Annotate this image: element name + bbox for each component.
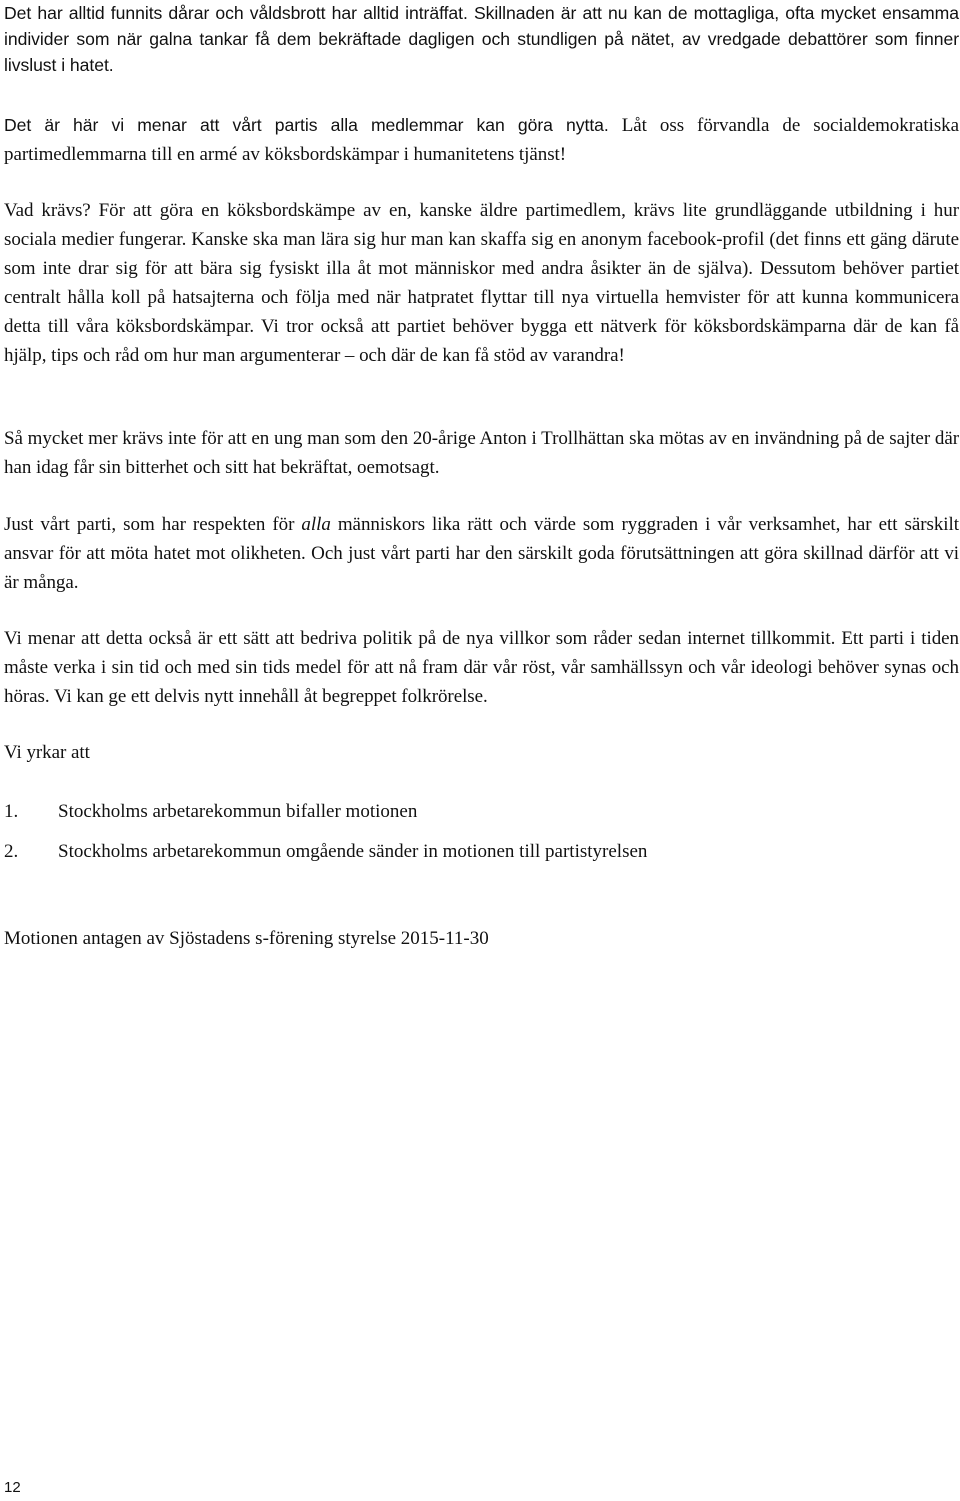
demands-list: [4, 797, 959, 877]
paragraph-2: [4, 111, 959, 169]
paragraph-3: Vad krävs? För att göra en köksbordskämpe av en, kanske äldre partimedlem, krävs lite grundläggande utbildning i hur sociala medier fungerar. Kanske ska man lära sig hur man kan skaffa sig en anonym facebook-profil (det finns ett gäng därute som inte drar sig för att bära sig fysiskt illa åt mot människor med andra åsikter än de själva). Dessutom behöver partiet centralt hålla koll på hatsajterna och följa med när hatpratet flyttar till nya virtuella hemvister för att kunna kommunicera detta till våra köksbordskämpar. Vi tror också att partiet behöver bygga ett nätverk för köksbordskämparna där de kan få hjälp, tips och råd om hur man argumenterar – och där de kan få stöd av varandra!: [4, 200, 959, 366]
demand-text: Stockholms arbetarekommun bifaller motionen: [58, 801, 418, 822]
paragraph-5-emphasis: alla: [301, 514, 331, 535]
demand-number: 2.: [4, 841, 19, 862]
paragraph-4: Så mycket mer krävs inte för att en ung man som den 20-årige Anton i Trollhättan ska mötas av en invändning på de sajter där han idag får sin bitterhet och sitt hat bekräftat, oemotsagt.: [4, 428, 959, 478]
paragraph-2-serif-text: Låt oss förvandla de socialdemokratiska partimedlemmarna till en armé av köksbordskämpar i humanitetens tjänst!: [4, 115, 960, 165]
paragraph-5-after: människors lika rätt och värde som ryggraden i vår verksamhet, har ett särskilt ansvar för att möta hatet mot olikheten. Och just vårt parti har den särskilt goda förutsättningen att göra skillnad därför att vi är många.: [4, 514, 959, 593]
closing-statement: Motionen antagen av Sjöstadens s-förening styrelse 2015-11-30: [4, 928, 489, 949]
demand-number: 1.: [4, 801, 19, 822]
paragraph-2-sans-text: Det är här vi menar att vårt partis alla medlemmar kan göra nytta.: [4, 115, 609, 135]
demand-item: [4, 837, 959, 877]
demand-item: [4, 797, 959, 837]
page-number: 12: [4, 1479, 21, 1496]
intro-paragraph: Det har alltid funnits dårar och våldsbrott har alltid inträffat. Skillnaden är att nu kan de mottagliga, ofta mycket ensamma individer som när galna tankar få dem bekräftade dagligen och stundligen på nätet, av vredgade debattörer som finner livslust i hatet.: [4, 3, 959, 75]
demand-intro: Vi yrkar att: [4, 742, 90, 763]
paragraph-5-before: Just vårt parti, som har respekten för: [4, 514, 302, 535]
paragraph-6: Vi menar att detta också är ett sätt att bedriva politik på de nya villkor som råder sedan internet tillkommit. Ett parti i tiden måste verka i sin tid och med sin tids medel för att nå fram där vår röst, vår samhällssyn och vår ideologi behöver synas och höras. Vi kan ge ett delvis nytt innehåll åt begreppet folkrörelse.: [4, 628, 959, 707]
paragraph-5: [4, 510, 959, 597]
demand-text: Stockholms arbetarekommun omgående sänder in motionen till partistyrelsen: [58, 841, 648, 862]
